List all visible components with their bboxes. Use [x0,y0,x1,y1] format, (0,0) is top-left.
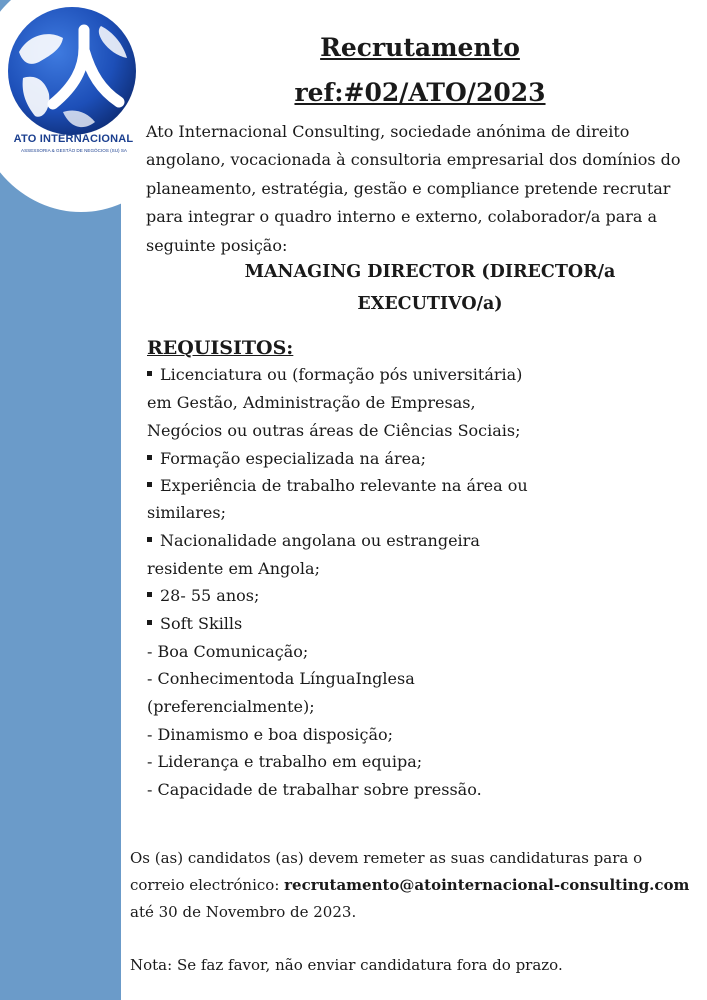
bullet-square-icon [147,537,152,542]
bullet-square-icon [147,482,152,487]
soft-skill-item: - Boa Comunicação; [147,642,309,661]
list-item-continuation: em Gestão, Administração de Empresas, [147,393,476,412]
position-title [170,256,690,320]
bullet-square-icon [147,371,152,376]
soft-skill-item-continuation: (preferencialmente); [147,697,315,716]
bullet-square-icon [147,455,152,460]
logo-name: ATO INTERNACIONAL [13,133,134,145]
note: Nota: Se faz favor, não enviar candidatura fora do prazo. [130,956,563,974]
soft-skill-item: - Capacidade de trabalhar sobre pressão. [147,780,482,799]
recruitment-email: recrutamento@atointernacional-consulting.com [284,876,690,894]
application-email-line [130,876,700,894]
logo-tagline: ASSESSORIA & GESTÃO DE NEGÓCIOS (SU) SA [21,148,127,153]
application-deadline: até 30 de Novembro de 2023. [130,903,357,921]
soft-skill-item: - Dinamismo e boa disposição; [147,725,394,744]
intro-paragraph: Ato Internacional Consulting, sociedade anónima de direito angolano, vocacionada à consultoria empresarial dos domínios do planeamento, estratégia, gestão e compliance pretende recrutar para integrar o quadro interno e externo, colaborador/a para a seguinte posição: [146,122,681,255]
list-item-continuation: similares; [147,503,226,522]
list-item: Experiência de trabalho relevante na área ou [147,476,528,495]
position-title-line2: EXECUTIVO/a) [357,294,503,314]
reference-code: ref:#02/ATO/2023 [294,78,546,107]
bullet-square-icon [147,620,152,625]
list-item: Nacionalidade angolana ou estrangeira [147,531,480,550]
globe-with-person-icon [5,4,140,139]
list-item: 28- 55 anos; [147,586,259,605]
email-label: correio electrónico: [130,876,285,894]
position-title-line1: MANAGING DIRECTOR (DIRECTOR/a [244,262,616,282]
list-item-continuation: Negócios ou outras áreas de Ciências Sociais; [147,421,521,440]
list-item: Licenciatura ou (formação pós universitária) [147,365,522,384]
list-item: Soft Skills [147,614,242,633]
page-title: Recrutamento [320,33,520,62]
application-instructions: Os (as) candidatos (as) devem remeter as suas candidaturas para o [130,849,643,867]
bullet-square-icon [147,592,152,597]
soft-skill-item: - Liderança e trabalho em equipa; [147,752,423,771]
list-item-continuation: residente em Angola; [147,559,320,578]
list-item: Formação especializada na área; [147,449,426,468]
soft-skill-item: - Conhecimentoda LínguaInglesa [147,669,415,688]
requirements-heading: REQUISITOS: [147,337,294,359]
